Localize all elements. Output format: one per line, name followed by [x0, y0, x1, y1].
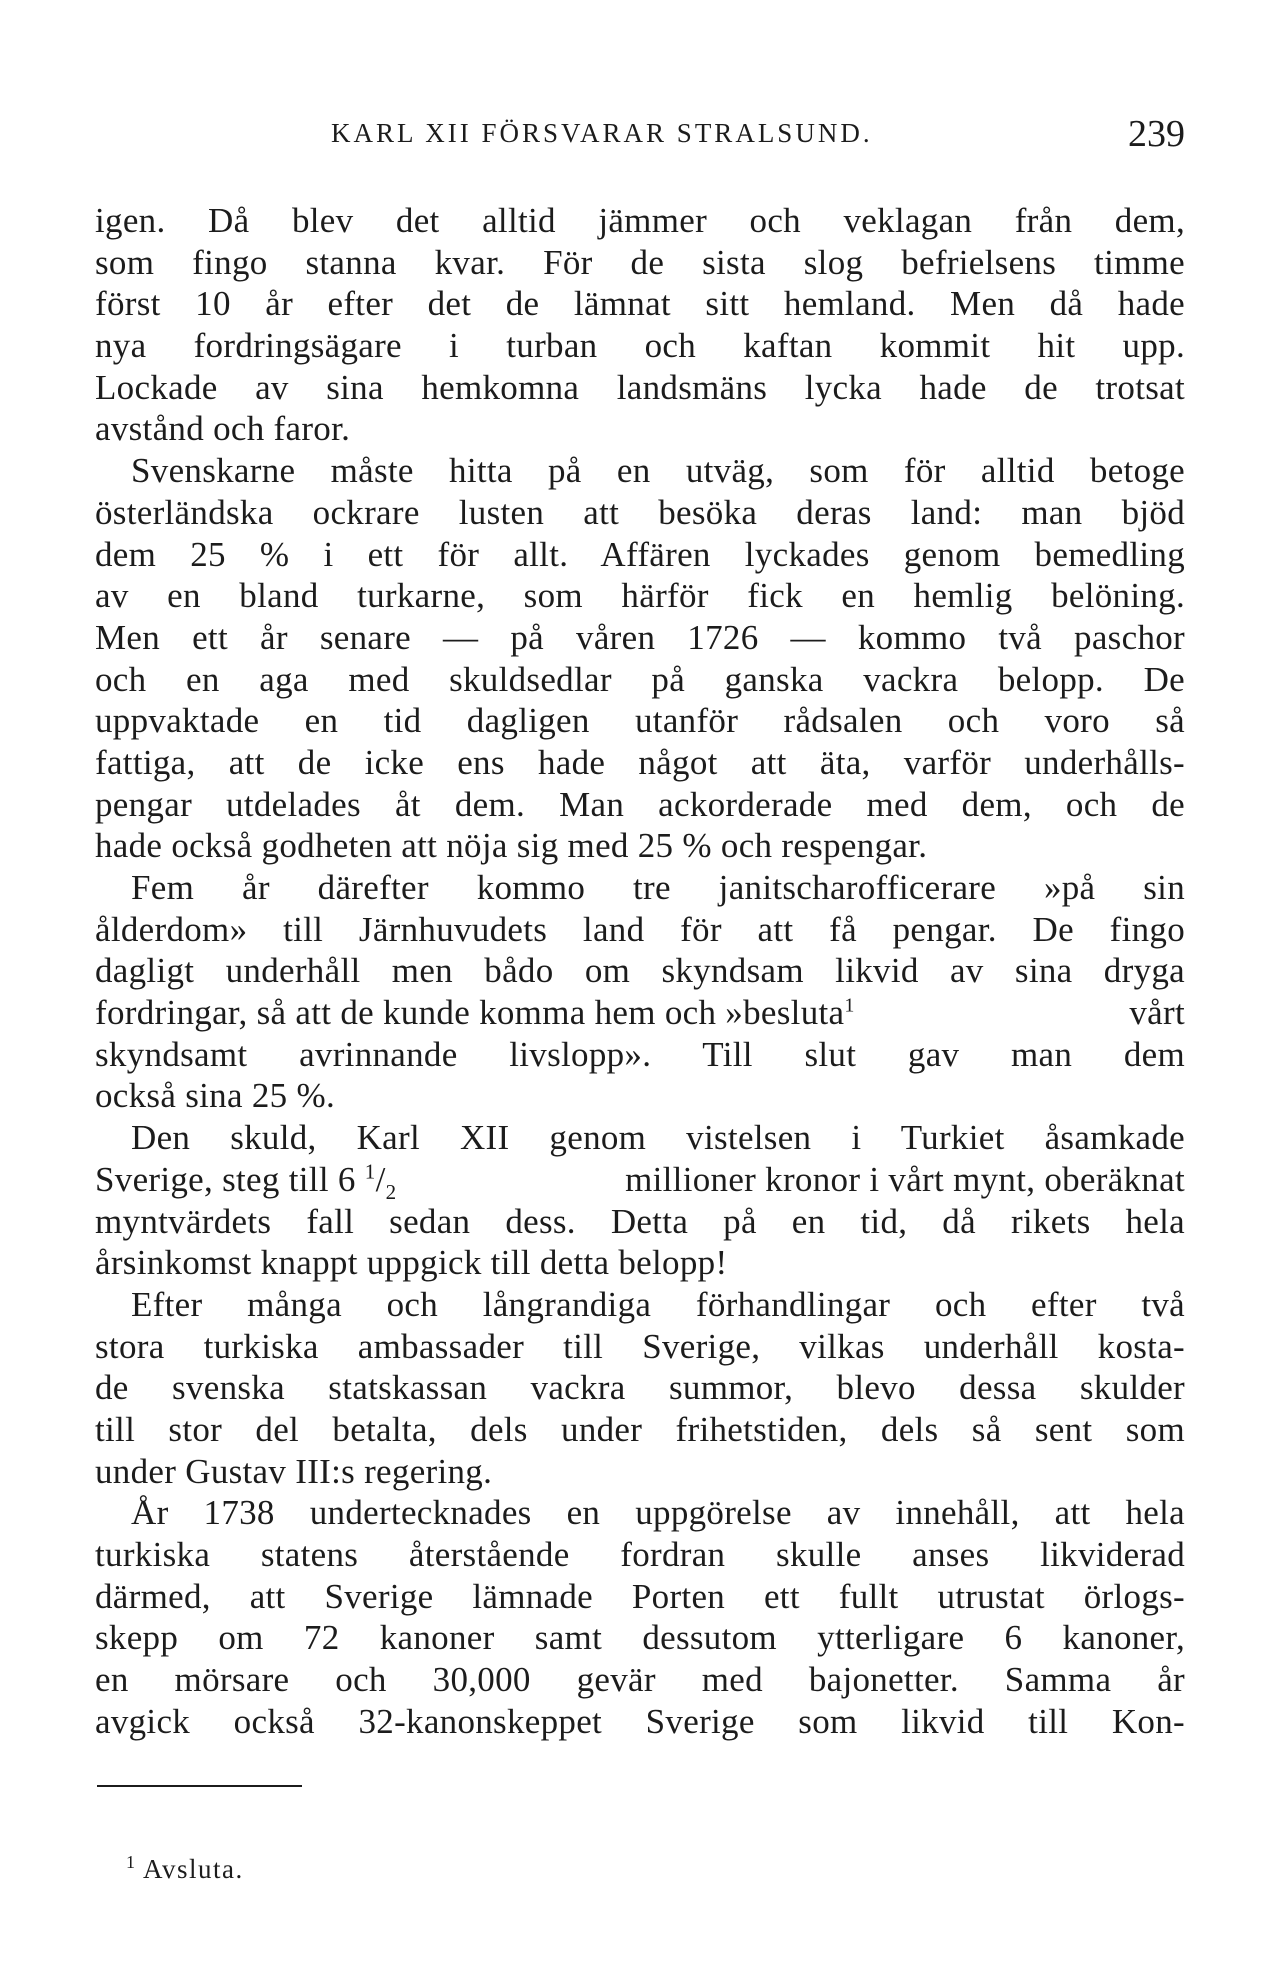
footnote-reference: 1	[844, 994, 855, 1017]
text-line: Den skuld, Karl XII genom vistelsen i Turkiet åsamkade	[131, 1118, 1185, 1158]
text-line: först 10 år efter det de lämnat sitt hemland. Men då hade	[95, 284, 1185, 324]
text-line: Men ett år senare — på våren 1726 — kommo två paschor	[95, 617, 1185, 657]
footnote-marker: 1	[126, 1852, 135, 1872]
page-number: 239	[1128, 113, 1185, 155]
text-segment: millioner kronor i vårt mynt, oberäknat	[625, 1159, 1185, 1199]
text-line: Efter många och långrandiga förhandlingar och efter två	[131, 1284, 1185, 1324]
fraction-numerator: 1	[364, 1159, 376, 1184]
text-line: uppvaktade en tid dagligen utanför rådsalen och voro så	[95, 701, 1185, 741]
running-title: KARL XII FÖRSVARAR STRALSUND.	[331, 118, 873, 148]
text-line: turkiska statens återstående fordran skulle anses likviderad	[95, 1535, 1185, 1574]
text-line: ålderdom» till Järnhuvudets land för att få pengar. De fingo	[95, 909, 1185, 949]
text-line: avstånd och faror.	[95, 409, 351, 449]
body-text	[95, 200, 1185, 1742]
text-line: de svenska statskassan vackra summor, blevo dessa skulder	[95, 1368, 1185, 1408]
text-line: igen. Då blev det alltid jämmer och veklagan från dem,	[95, 201, 1185, 240]
text-line: pengar utdelades åt dem. Man ackorderade med dem, och de	[95, 784, 1185, 824]
text-line: Svenskarne måste hitta på en utväg, som för alltid betoge	[131, 451, 1185, 491]
text-line: till stor del betalta, dels under frihetstiden, dels så sent som	[95, 1409, 1185, 1449]
text-line: också sina 25 %.	[95, 1076, 336, 1116]
text-line: År 1738 undertecknades en uppgörelse av innehåll, att hela	[131, 1493, 1185, 1533]
text-line: Fem år därefter kommo tre janitscharofficerare »på sin	[131, 868, 1185, 907]
text-line: därmed, att Sverige lämnade Porten ett fullt utrustat örlogs-	[95, 1576, 1185, 1616]
text-line: skyndsamt avrinnande livslopp». Till slut gav man dem	[95, 1034, 1185, 1074]
text-segment: Sverige, steg till 6 $^1/_2$	[95, 1159, 397, 1204]
text-line: av en bland turkarne, som härför fick en hemlig belöning.	[95, 576, 1185, 616]
text-line: skepp om 72 kanoner samt dessutom ytterligare 6 kanoner,	[95, 1618, 1185, 1658]
text-line: myntvärdets fall sedan dess. Detta på en tid, då rikets hela	[95, 1201, 1185, 1241]
text-line: stora turkiska ambassader till Sverige, vilkas underhåll kosta-	[95, 1326, 1185, 1366]
running-head	[95, 112, 1185, 162]
text-line-with-footnote	[95, 992, 1185, 1034]
footnote	[126, 1852, 244, 1885]
text-line: årsinkomst knappt uppgick till detta belopp!	[95, 1243, 728, 1283]
text-line: Lockade av sina hemkomna landsmäns lycka hade de trotsat	[95, 367, 1185, 407]
text-line: fattiga, att de icke ens hade något att äta, varför underhålls-	[95, 742, 1185, 782]
footnote-text: Avsluta.	[143, 1854, 244, 1884]
text-line: en mörsare och 30,000 gevär med bajonetter. Samma år	[95, 1660, 1185, 1700]
text-line: österländska ockrare lusten att besöka deras land: man bjöd	[95, 492, 1185, 532]
text-line: dagligt underhåll men bådo om skyndsam likvid av sina dryga	[95, 951, 1185, 991]
text-line: hade också godheten att nöja sig med 25 % och respengar.	[95, 826, 928, 866]
footnote-divider	[97, 1785, 302, 1787]
text-line: under Gustav III:s regering.	[95, 1451, 493, 1491]
text-line-with-fraction	[95, 1159, 1185, 1204]
text-line: dem 25 % i ett för allt. Affären lyckades genom bemedling	[95, 534, 1185, 574]
text-line: och en aga med skuldsedlar på ganska vackra belopp. De	[95, 659, 1185, 699]
text-line: som fingo stanna kvar. För de sista slog befrielsens timme	[95, 242, 1185, 282]
text-line: nya fordringsägare i turban och kaftan kommit hit upp.	[95, 326, 1185, 366]
text-segment: fordringar, så att de kunde komma hem och »besluta$^1$	[95, 993, 855, 1033]
fraction-denominator: 2	[385, 1179, 397, 1204]
text-segment: vårt	[1129, 993, 1185, 1033]
text-line: avgick också 32-kanonskeppet Sverige som likvid till Kon-	[95, 1701, 1185, 1741]
